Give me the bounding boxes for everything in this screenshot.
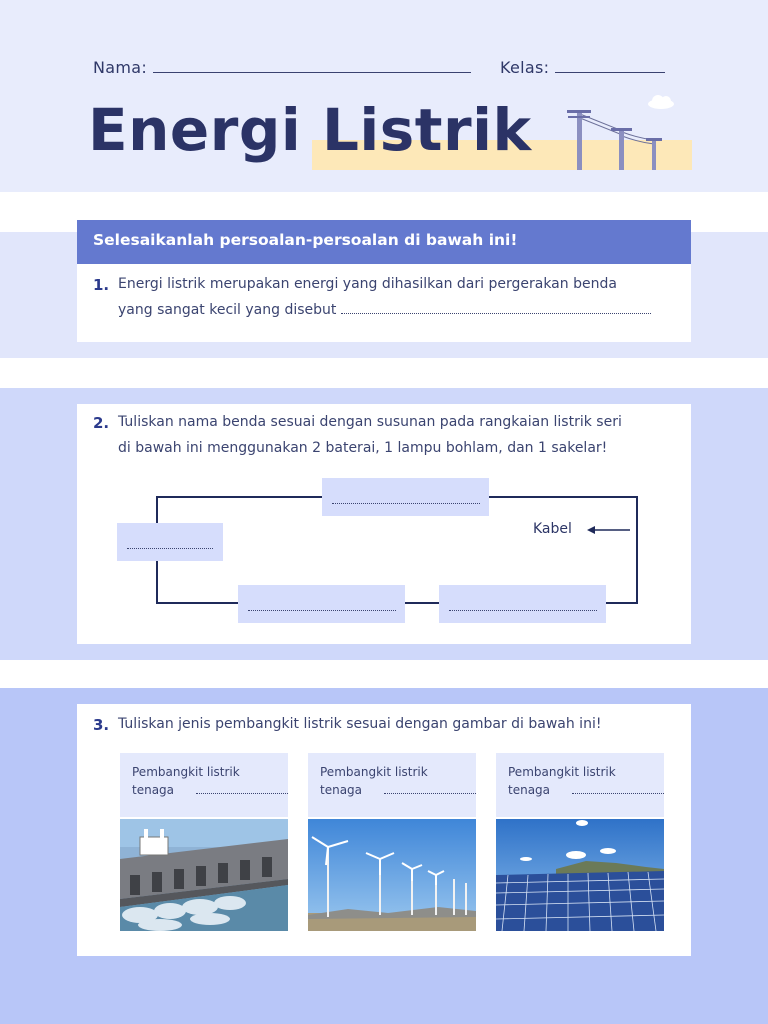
generator-label-line — [508, 781, 664, 799]
question-line-text: yang sangat kecil yang disebut — [118, 302, 337, 318]
question-number: 3. — [93, 716, 110, 734]
generator-label-text: tenaga — [508, 783, 551, 797]
worksheet-header — [0, 0, 768, 192]
question-line — [118, 297, 651, 323]
generator-label-line: Pembangkit listrik — [320, 765, 428, 779]
generator-label-line — [132, 781, 288, 799]
circuit-answer-box-bottom-right[interactable] — [439, 585, 606, 623]
wind-turbines-image — [308, 819, 476, 931]
name-blank-line[interactable] — [153, 59, 471, 73]
question-number: 1. — [93, 276, 110, 294]
circuit-answer-box-bottom-left[interactable] — [238, 585, 405, 623]
answer-blank[interactable] — [449, 603, 597, 611]
question-line: di bawah ini menggunakan 2 baterai, 1 lampu bohlam, dan 1 sakelar! — [118, 440, 608, 456]
answer-blank[interactable] — [572, 784, 664, 794]
separator — [0, 660, 768, 688]
arrow-left-icon — [586, 522, 632, 538]
circuit-answer-box-top[interactable] — [322, 478, 489, 516]
answer-blank[interactable] — [341, 300, 651, 314]
generator-label-2 — [308, 753, 476, 817]
separator — [0, 358, 768, 388]
question-text: Tuliskan jenis pembangkit listrik sesuai dengan gambar di bawah ini! — [118, 716, 602, 732]
cable-label: Kabel — [533, 521, 572, 537]
question-number: 2. — [93, 414, 110, 432]
generator-label-line: Pembangkit listrik — [132, 765, 240, 779]
name-field[interactable] — [93, 58, 471, 77]
circuit-answer-box-left[interactable] — [117, 523, 223, 561]
generator-label-1 — [120, 753, 288, 817]
question-text — [118, 271, 651, 323]
generator-label-line — [320, 781, 476, 799]
instruction-banner: Selesaikanlah persoalan-persoalan di bawah ini! — [77, 220, 691, 264]
question-text — [118, 409, 622, 461]
generator-label-line: Pembangkit listrik — [508, 765, 616, 779]
class-blank-line[interactable] — [555, 59, 665, 73]
question-1-card — [77, 264, 691, 342]
answer-blank[interactable] — [196, 784, 288, 794]
generator-label-text: tenaga — [132, 783, 175, 797]
cloud-icon — [648, 95, 674, 109]
generator-label-3 — [496, 753, 664, 817]
power-line-icon — [560, 92, 690, 172]
answer-blank[interactable] — [248, 603, 396, 611]
page-title: Energi Listrik — [88, 96, 532, 164]
answer-blank[interactable] — [127, 541, 213, 549]
question-line: Energi listrik merupakan energi yang dihasilkan dari pergerakan benda — [118, 276, 617, 292]
hydroelectric-dam-image — [120, 819, 288, 931]
generator-label-text: tenaga — [320, 783, 363, 797]
class-field[interactable] — [500, 58, 665, 77]
question-line: Tuliskan nama benda sesuai dengan susunan pada rangkaian listrik seri — [118, 414, 622, 430]
answer-blank[interactable] — [332, 496, 480, 504]
name-label: Nama: — [93, 58, 148, 77]
class-label: Kelas: — [500, 58, 550, 77]
solar-panels-image — [496, 819, 664, 931]
answer-blank[interactable] — [384, 784, 476, 794]
